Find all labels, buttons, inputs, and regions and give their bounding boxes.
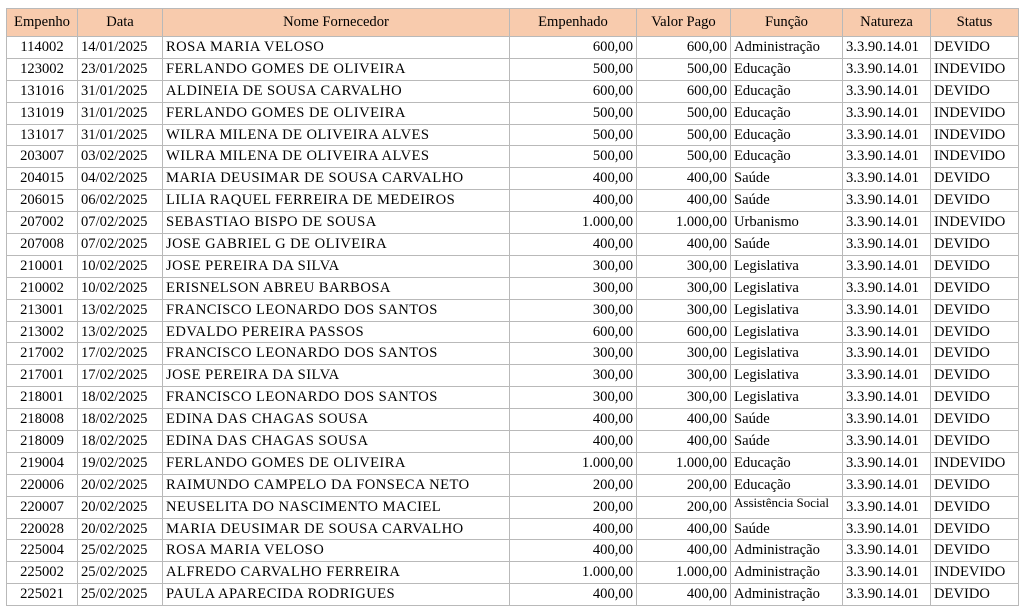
cell-empenhado: 600,00 [510, 80, 637, 102]
table-row [7, 37, 1019, 59]
cell-status: INDEVIDO [931, 452, 1019, 474]
cell-fornecedor: SEBASTIAO BISPO DE SOUSA [163, 212, 510, 234]
cell-natureza: 3.3.90.14.01 [843, 562, 931, 584]
table-row [7, 343, 1019, 365]
cell-status: DEVIDO [931, 277, 1019, 299]
cell-natureza: 3.3.90.14.01 [843, 321, 931, 343]
column-header-natureza: Natureza [843, 9, 931, 37]
column-header-valor-pago: Valor Pago [637, 9, 731, 37]
table-row [7, 299, 1019, 321]
cell-fornecedor: JOSE PEREIRA DA SILVA [163, 255, 510, 277]
cell-empenho: 220007 [7, 496, 78, 518]
cell-empenho: 219004 [7, 452, 78, 474]
cell-fornecedor: JOSE PEREIRA DA SILVA [163, 365, 510, 387]
cell-fornecedor: FERLANDO GOMES DE OLIVEIRA [163, 58, 510, 80]
cell-status: DEVIDO [931, 365, 1019, 387]
table-row [7, 102, 1019, 124]
cell-data: 18/02/2025 [78, 387, 163, 409]
cell-fornecedor: WILRA MILENA DE OLIVEIRA ALVES [163, 124, 510, 146]
cell-empenho: 114002 [7, 37, 78, 59]
cell-natureza: 3.3.90.14.01 [843, 518, 931, 540]
column-header-data: Data [78, 9, 163, 37]
column-header-status: Status [931, 9, 1019, 37]
column-header-funcao: Função [731, 9, 843, 37]
cell-valor-pago: 400,00 [637, 431, 731, 453]
cell-empenhado: 1.000,00 [510, 452, 637, 474]
cell-status: DEVIDO [931, 255, 1019, 277]
cell-fornecedor: MARIA DEUSIMAR DE SOUSA CARVALHO [163, 518, 510, 540]
cell-valor-pago: 300,00 [637, 387, 731, 409]
cell-data: 31/01/2025 [78, 124, 163, 146]
cell-empenhado: 400,00 [510, 518, 637, 540]
cell-valor-pago: 400,00 [637, 540, 731, 562]
cell-data: 04/02/2025 [78, 168, 163, 190]
cell-data: 18/02/2025 [78, 431, 163, 453]
cell-valor-pago: 600,00 [637, 80, 731, 102]
cell-fornecedor: ERISNELSON ABREU BARBOSA [163, 277, 510, 299]
payments-table [6, 8, 1019, 606]
cell-data: 07/02/2025 [78, 212, 163, 234]
cell-status: DEVIDO [931, 321, 1019, 343]
cell-natureza: 3.3.90.14.01 [843, 212, 931, 234]
table-row [7, 584, 1019, 606]
cell-empenho: 210001 [7, 255, 78, 277]
cell-empenhado: 500,00 [510, 102, 637, 124]
cell-natureza: 3.3.90.14.01 [843, 255, 931, 277]
cell-fornecedor: ROSA MARIA VELOSO [163, 37, 510, 59]
column-header-empenho: Empenho [7, 9, 78, 37]
cell-natureza: 3.3.90.14.01 [843, 58, 931, 80]
cell-status: DEVIDO [931, 584, 1019, 606]
cell-natureza: 3.3.90.14.01 [843, 168, 931, 190]
cell-funcao: Educação [731, 474, 843, 496]
table-row [7, 452, 1019, 474]
cell-data: 10/02/2025 [78, 255, 163, 277]
cell-data: 19/02/2025 [78, 452, 163, 474]
cell-empenho: 217001 [7, 365, 78, 387]
cell-data: 31/01/2025 [78, 102, 163, 124]
cell-natureza: 3.3.90.14.01 [843, 474, 931, 496]
cell-empenhado: 400,00 [510, 190, 637, 212]
cell-empenho: 207002 [7, 212, 78, 234]
cell-fornecedor: WILRA MILENA DE OLIVEIRA ALVES [163, 146, 510, 168]
cell-fornecedor: LILIA RAQUEL FERREIRA DE MEDEIROS [163, 190, 510, 212]
cell-data: 20/02/2025 [78, 496, 163, 518]
cell-fornecedor: FERLANDO GOMES DE OLIVEIRA [163, 102, 510, 124]
cell-natureza: 3.3.90.14.01 [843, 431, 931, 453]
cell-empenhado: 500,00 [510, 58, 637, 80]
cell-valor-pago: 400,00 [637, 190, 731, 212]
cell-funcao: Educação [731, 58, 843, 80]
cell-fornecedor: EDINA DAS CHAGAS SOUSA [163, 409, 510, 431]
cell-valor-pago: 200,00 [637, 496, 731, 518]
cell-empenho: 218008 [7, 409, 78, 431]
cell-valor-pago: 200,00 [637, 474, 731, 496]
cell-natureza: 3.3.90.14.01 [843, 146, 931, 168]
table-row [7, 124, 1019, 146]
cell-empenho: 220028 [7, 518, 78, 540]
cell-status: DEVIDO [931, 431, 1019, 453]
table-row [7, 212, 1019, 234]
cell-fornecedor: MARIA DEUSIMAR DE SOUSA CARVALHO [163, 168, 510, 190]
cell-funcao: Educação [731, 124, 843, 146]
cell-empenhado: 400,00 [510, 431, 637, 453]
cell-natureza: 3.3.90.14.01 [843, 343, 931, 365]
cell-valor-pago: 400,00 [637, 409, 731, 431]
cell-status: DEVIDO [931, 387, 1019, 409]
cell-natureza: 3.3.90.14.01 [843, 452, 931, 474]
cell-empenho: 218009 [7, 431, 78, 453]
cell-valor-pago: 300,00 [637, 365, 731, 387]
cell-fornecedor: EDINA DAS CHAGAS SOUSA [163, 431, 510, 453]
cell-fornecedor: NEUSELITA DO NASCIMENTO MACIEL [163, 496, 510, 518]
cell-fornecedor: FRANCISCO LEONARDO DOS SANTOS [163, 387, 510, 409]
cell-empenho: 225002 [7, 562, 78, 584]
cell-status: DEVIDO [931, 540, 1019, 562]
cell-valor-pago: 600,00 [637, 321, 731, 343]
cell-valor-pago: 500,00 [637, 124, 731, 146]
cell-natureza: 3.3.90.14.01 [843, 387, 931, 409]
cell-data: 06/02/2025 [78, 190, 163, 212]
cell-status: DEVIDO [931, 37, 1019, 59]
cell-data: 18/02/2025 [78, 409, 163, 431]
cell-fornecedor: ALDINEIA DE SOUSA CARVALHO [163, 80, 510, 102]
table-row [7, 321, 1019, 343]
cell-funcao: Legislativa [731, 299, 843, 321]
cell-empenhado: 300,00 [510, 299, 637, 321]
cell-funcao: Administração [731, 562, 843, 584]
cell-funcao: Saúde [731, 234, 843, 256]
cell-data: 07/02/2025 [78, 234, 163, 256]
cell-valor-pago: 1.000,00 [637, 212, 731, 234]
cell-funcao: Saúde [731, 190, 843, 212]
table-row [7, 80, 1019, 102]
cell-data: 25/02/2025 [78, 584, 163, 606]
cell-data: 31/01/2025 [78, 80, 163, 102]
cell-natureza: 3.3.90.14.01 [843, 37, 931, 59]
cell-status: DEVIDO [931, 474, 1019, 496]
cell-empenhado: 200,00 [510, 496, 637, 518]
cell-empenhado: 300,00 [510, 387, 637, 409]
cell-empenho: 206015 [7, 190, 78, 212]
table-row [7, 168, 1019, 190]
cell-status: INDEVIDO [931, 58, 1019, 80]
cell-funcao: Legislativa [731, 255, 843, 277]
table-row [7, 255, 1019, 277]
cell-empenho: 217002 [7, 343, 78, 365]
cell-natureza: 3.3.90.14.01 [843, 540, 931, 562]
cell-empenhado: 400,00 [510, 168, 637, 190]
cell-valor-pago: 400,00 [637, 234, 731, 256]
cell-status: DEVIDO [931, 343, 1019, 365]
cell-status: INDEVIDO [931, 212, 1019, 234]
cell-status: DEVIDO [931, 190, 1019, 212]
cell-empenho: 213001 [7, 299, 78, 321]
cell-data: 20/02/2025 [78, 474, 163, 496]
cell-valor-pago: 500,00 [637, 102, 731, 124]
cell-valor-pago: 1.000,00 [637, 562, 731, 584]
cell-empenhado: 300,00 [510, 255, 637, 277]
cell-funcao: Educação [731, 102, 843, 124]
cell-empenho: 131017 [7, 124, 78, 146]
table-row [7, 58, 1019, 80]
cell-valor-pago: 600,00 [637, 37, 731, 59]
cell-data: 25/02/2025 [78, 540, 163, 562]
cell-status: DEVIDO [931, 409, 1019, 431]
cell-funcao: Educação [731, 146, 843, 168]
table-row [7, 365, 1019, 387]
cell-empenho: 207008 [7, 234, 78, 256]
cell-data: 25/02/2025 [78, 562, 163, 584]
cell-natureza: 3.3.90.14.01 [843, 299, 931, 321]
cell-funcao: Administração [731, 540, 843, 562]
cell-funcao: Legislativa [731, 387, 843, 409]
cell-valor-pago: 300,00 [637, 277, 731, 299]
cell-status: DEVIDO [931, 80, 1019, 102]
cell-natureza: 3.3.90.14.01 [843, 80, 931, 102]
cell-funcao: Educação [731, 452, 843, 474]
column-header-empenhado: Empenhado [510, 9, 637, 37]
cell-data: 10/02/2025 [78, 277, 163, 299]
cell-natureza: 3.3.90.14.01 [843, 190, 931, 212]
cell-status: INDEVIDO [931, 562, 1019, 584]
cell-empenhado: 400,00 [510, 540, 637, 562]
cell-natureza: 3.3.90.14.01 [843, 496, 931, 518]
header-row [7, 9, 1019, 37]
cell-fornecedor: FERLANDO GOMES DE OLIVEIRA [163, 452, 510, 474]
cell-valor-pago: 400,00 [637, 168, 731, 190]
cell-empenhado: 600,00 [510, 37, 637, 59]
table-row [7, 518, 1019, 540]
table-row [7, 474, 1019, 496]
cell-data: 17/02/2025 [78, 365, 163, 387]
cell-status: DEVIDO [931, 496, 1019, 518]
cell-empenhado: 500,00 [510, 146, 637, 168]
cell-valor-pago: 400,00 [637, 518, 731, 540]
cell-valor-pago: 400,00 [637, 584, 731, 606]
cell-data: 14/01/2025 [78, 37, 163, 59]
cell-natureza: 3.3.90.14.01 [843, 584, 931, 606]
cell-empenhado: 600,00 [510, 321, 637, 343]
cell-fornecedor: PAULA APARECIDA RODRIGUES [163, 584, 510, 606]
table-row [7, 234, 1019, 256]
cell-funcao: Legislativa [731, 343, 843, 365]
cell-status: DEVIDO [931, 234, 1019, 256]
cell-empenho: 203007 [7, 146, 78, 168]
cell-valor-pago: 500,00 [637, 146, 731, 168]
cell-fornecedor: RAIMUNDO CAMPELO DA FONSECA NETO [163, 474, 510, 496]
cell-empenhado: 400,00 [510, 409, 637, 431]
cell-empenhado: 300,00 [510, 365, 637, 387]
cell-status: DEVIDO [931, 168, 1019, 190]
cell-funcao: Educação [731, 80, 843, 102]
cell-empenho: 220006 [7, 474, 78, 496]
cell-natureza: 3.3.90.14.01 [843, 234, 931, 256]
table-row [7, 190, 1019, 212]
table-row [7, 562, 1019, 584]
cell-natureza: 3.3.90.14.01 [843, 124, 931, 146]
cell-natureza: 3.3.90.14.01 [843, 365, 931, 387]
cell-funcao [731, 496, 843, 518]
cell-valor-pago: 1.000,00 [637, 452, 731, 474]
cell-empenho: 204015 [7, 168, 78, 190]
cell-funcao: Saúde [731, 168, 843, 190]
cell-funcao: Legislativa [731, 277, 843, 299]
cell-empenho: 123002 [7, 58, 78, 80]
cell-data: 13/02/2025 [78, 321, 163, 343]
cell-empenhado: 400,00 [510, 234, 637, 256]
cell-data: 03/02/2025 [78, 146, 163, 168]
table-row [7, 409, 1019, 431]
cell-natureza: 3.3.90.14.01 [843, 409, 931, 431]
cell-funcao: Saúde [731, 431, 843, 453]
cell-fornecedor: ROSA MARIA VELOSO [163, 540, 510, 562]
table-body [7, 37, 1019, 606]
cell-empenho: 225021 [7, 584, 78, 606]
column-header-fornecedor: Nome Fornecedor [163, 9, 510, 37]
table-row [7, 146, 1019, 168]
cell-empenho: 218001 [7, 387, 78, 409]
cell-data: 17/02/2025 [78, 343, 163, 365]
cell-empenho: 131016 [7, 80, 78, 102]
cell-funcao: Administração [731, 37, 843, 59]
cell-data: 13/02/2025 [78, 299, 163, 321]
cell-fornecedor: EDVALDO PEREIRA PASSOS [163, 321, 510, 343]
cell-natureza: 3.3.90.14.01 [843, 277, 931, 299]
table-row [7, 540, 1019, 562]
cell-funcao: Administração [731, 584, 843, 606]
cell-empenhado: 200,00 [510, 474, 637, 496]
cell-status: DEVIDO [931, 518, 1019, 540]
cell-funcao: Saúde [731, 518, 843, 540]
cell-status: INDEVIDO [931, 124, 1019, 146]
cell-valor-pago: 300,00 [637, 255, 731, 277]
cell-funcao: Urbanismo [731, 212, 843, 234]
cell-fornecedor: FRANCISCO LEONARDO DOS SANTOS [163, 343, 510, 365]
cell-funcao: Saúde [731, 409, 843, 431]
cell-funcao: Legislativa [731, 321, 843, 343]
table-row [7, 277, 1019, 299]
cell-empenhado: 400,00 [510, 584, 637, 606]
cell-empenho: 213002 [7, 321, 78, 343]
cell-empenhado: 1.000,00 [510, 212, 637, 234]
table-row [7, 496, 1019, 518]
cell-empenhado: 500,00 [510, 124, 637, 146]
cell-empenhado: 300,00 [510, 343, 637, 365]
cell-funcao: Legislativa [731, 365, 843, 387]
cell-empenhado: 300,00 [510, 277, 637, 299]
cell-valor-pago: 300,00 [637, 299, 731, 321]
cell-empenho: 210002 [7, 277, 78, 299]
cell-status: INDEVIDO [931, 102, 1019, 124]
cell-fornecedor: ALFREDO CARVALHO FERREIRA [163, 562, 510, 584]
cell-valor-pago: 500,00 [637, 58, 731, 80]
cell-status: INDEVIDO [931, 146, 1019, 168]
cell-empenho: 131019 [7, 102, 78, 124]
cell-empenho: 225004 [7, 540, 78, 562]
table-row [7, 387, 1019, 409]
cell-status: DEVIDO [931, 299, 1019, 321]
cell-fornecedor: JOSE GABRIEL G DE OLIVEIRA [163, 234, 510, 256]
cell-data: 20/02/2025 [78, 518, 163, 540]
cell-valor-pago: 300,00 [637, 343, 731, 365]
cell-natureza: 3.3.90.14.01 [843, 102, 931, 124]
cell-fornecedor: FRANCISCO LEONARDO DOS SANTOS [163, 299, 510, 321]
cell-data: 23/01/2025 [78, 58, 163, 80]
cell-funcao-wrapped-text: Assistência Social [734, 496, 829, 510]
cell-empenhado: 1.000,00 [510, 562, 637, 584]
table-row [7, 431, 1019, 453]
